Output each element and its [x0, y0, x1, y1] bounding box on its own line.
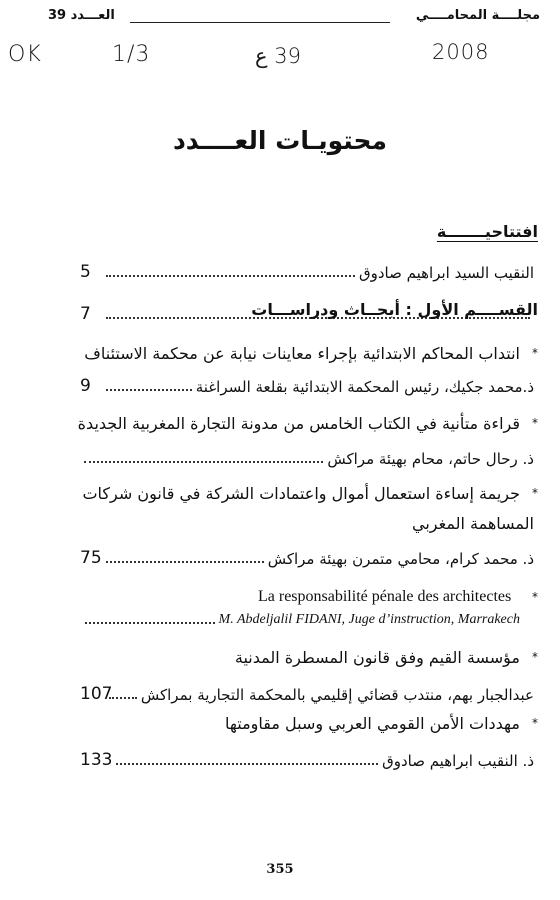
- toc-entry: [80, 680, 534, 704]
- toc-title: مهددات الأمن القومي العربي وسبل مقاومتها: [225, 714, 520, 733]
- dot-leader: [85, 622, 215, 624]
- toc-text: النقيب السيد ابراهيم صادوق: [358, 264, 534, 282]
- toc-page: 9: [80, 376, 91, 396]
- toc-title-continued: المساهمة المغربي: [412, 514, 534, 533]
- toc-page: 5: [80, 262, 91, 282]
- toc-entry: [80, 544, 534, 568]
- toc-entry: [80, 372, 534, 396]
- section-part-one: القســــم الأول : أبحــاث ودراســـات: [251, 300, 538, 319]
- dot-leader: [109, 697, 137, 699]
- section-editorial: افتتاحيـــــــة: [436, 222, 538, 241]
- dot-leader: [106, 275, 355, 277]
- toc-page: 133: [80, 750, 113, 770]
- toc-author: عبدالجبار بهم، منتدب قضائي إقليمي بالمحكمة التجارية بمراكش: [140, 686, 534, 704]
- journal-name: مجلــــة المحامــــي: [415, 8, 540, 23]
- toc-entry-editorial: [80, 258, 534, 282]
- bullet-asterisk: *: [532, 346, 538, 360]
- header-rule: [130, 22, 390, 23]
- toc-entry: [85, 612, 520, 628]
- dot-leader: [116, 763, 378, 765]
- toc-title: قراءة متأنية في الكتاب الخامس من مدونة التجارة المغربية الجديدة: [77, 414, 520, 433]
- bullet-asterisk: *: [532, 416, 538, 430]
- toc-title: انتداب المحاكم الابتدائية بإجراء معاينات نيابة عن محكمة الاستئناف: [84, 344, 520, 363]
- toc-author-french: M. Abdeljalil FIDANI, Juge d’instruction, Marrakech: [218, 612, 520, 627]
- toc-author: ذ. رحال حاتم، محام بهيئة مراكش: [327, 450, 534, 468]
- toc-entry: [80, 444, 534, 468]
- toc-page: 107: [80, 684, 113, 704]
- toc-title: جريمة إساءة استعمال أموال واعتمادات الشركة في قانون شركات: [82, 484, 520, 503]
- dot-leader: [106, 561, 264, 563]
- toc-author: ذ. محمد كرام، محامي متمرن بهيئة مراكش: [267, 550, 534, 568]
- toc-title-french: La responsabilité pénale des architectes: [258, 588, 512, 605]
- toc-author: ذ.محمد جكيك، رئيس المحكمة الابتدائية بقلعة السراغنة: [195, 378, 534, 396]
- toc-page: 7: [80, 304, 91, 324]
- toc-author: ذ. النقيب ابراهيم صادوق: [382, 752, 534, 770]
- handwritten-fraction: 1/3: [112, 42, 151, 67]
- toc-page: 75: [80, 548, 102, 568]
- handwritten-year: 2008: [432, 40, 490, 64]
- bullet-asterisk: *: [532, 716, 538, 730]
- handwritten-ok: OK: [8, 42, 42, 67]
- dot-leader: [84, 461, 323, 463]
- toc-title: مؤسسة القيم وفق قانون المسطرة المدنية: [234, 648, 520, 667]
- issue-label: العـــدد 39: [48, 8, 115, 23]
- bullet-asterisk: *: [532, 486, 538, 500]
- page-title: محتويـات العــــدد: [172, 126, 388, 155]
- toc-entry: [80, 746, 534, 770]
- handwritten-issue: 39 ع: [255, 44, 301, 68]
- page-number: 355: [266, 862, 294, 877]
- dot-leader: [106, 389, 192, 391]
- bullet-asterisk: *: [532, 590, 538, 604]
- bullet-asterisk: *: [532, 650, 538, 664]
